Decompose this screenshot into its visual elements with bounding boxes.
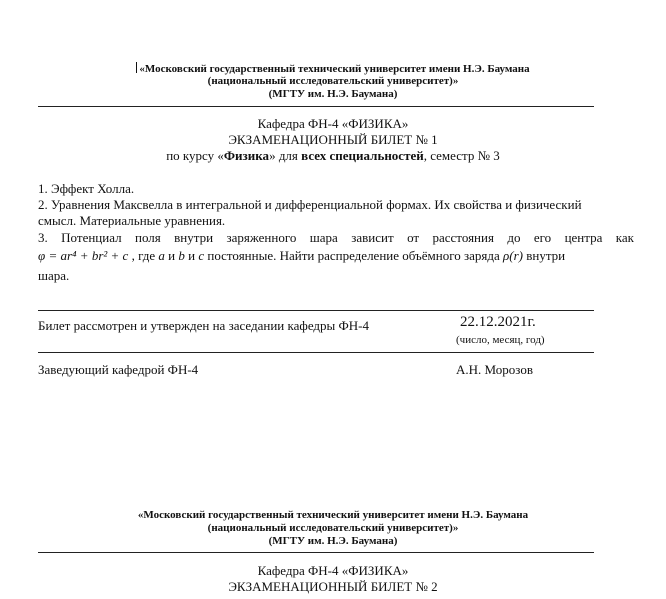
date-caption: (число, месяц, год) bbox=[456, 334, 545, 346]
charge-density-symbol: ρ(r) bbox=[503, 248, 523, 263]
approval-divider-bottom bbox=[38, 352, 594, 353]
approval-divider-top bbox=[38, 310, 594, 311]
question-2-line2: смысл. Материальные уравнения. bbox=[38, 213, 226, 228]
ticket2-ticket-title: ЭКЗАМЕНАЦИОННЫЙ БИЛЕТ № 2 bbox=[228, 579, 438, 594]
ticket2-university-name-line2: (национальный исследовательский университет)» bbox=[207, 522, 459, 534]
ticket2-university-name-line3: (МГТУ им. Н.Э. Баумана) bbox=[268, 535, 398, 547]
question-2-line1: 2. Уравнения Максвелла в интегральной и дифференциальной формах. Их свойства и физический bbox=[38, 197, 582, 212]
ticket2-university-name-line1: «Московский государственный технический университет имени Н.Э. Баумана bbox=[137, 509, 529, 521]
course-line: по курсу «Физика» для всех специальностей, семестр № 3 bbox=[166, 148, 500, 163]
question-3-line2: φ = ar⁴ + br² + c , где a и b и c постоянные. Найти распределение объёмного заряда ρ(r) внутри bbox=[38, 248, 566, 263]
university-name-line1: «Московский государственный технический университет имени Н.Э. Баумана bbox=[0, 62, 666, 76]
potential-formula: φ = ar⁴ + br² + c bbox=[38, 248, 129, 263]
question-1: 1. Эффект Холла. bbox=[38, 181, 135, 196]
university-name-line3: (МГТУ им. Н.Э. Баумана) bbox=[268, 88, 398, 100]
specialties: всех специальностей bbox=[301, 148, 424, 163]
approval-date: 22.12.2021г. bbox=[460, 314, 536, 330]
question-3-line3: шара. bbox=[38, 268, 70, 283]
head-of-department-label: Заведующий кафедрой ФН-4 bbox=[38, 362, 199, 377]
ticket2-header-divider bbox=[38, 552, 594, 553]
text-cursor bbox=[136, 62, 137, 73]
department-title: Кафедра ФН-4 «ФИЗИКА» bbox=[257, 116, 409, 131]
ticket2-department-title: Кафедра ФН-4 «ФИЗИКА» bbox=[257, 563, 409, 578]
head-of-department-name: А.Н. Морозов bbox=[456, 362, 533, 377]
approval-text: Билет рассмотрен и утвержден на заседании кафедры ФН-4 bbox=[38, 318, 369, 333]
ticket-title: ЭКЗАМЕНАЦИОННЫЙ БИЛЕТ № 1 bbox=[228, 132, 438, 147]
question-3-line1: 3. Потенциал поля внутри заряженного шара зависит от расстояния до его центра как bbox=[38, 230, 634, 245]
header-divider bbox=[38, 106, 594, 107]
university-name-line2: (национальный исследовательский университет)» bbox=[207, 75, 459, 87]
course-name: Физика bbox=[223, 148, 270, 163]
